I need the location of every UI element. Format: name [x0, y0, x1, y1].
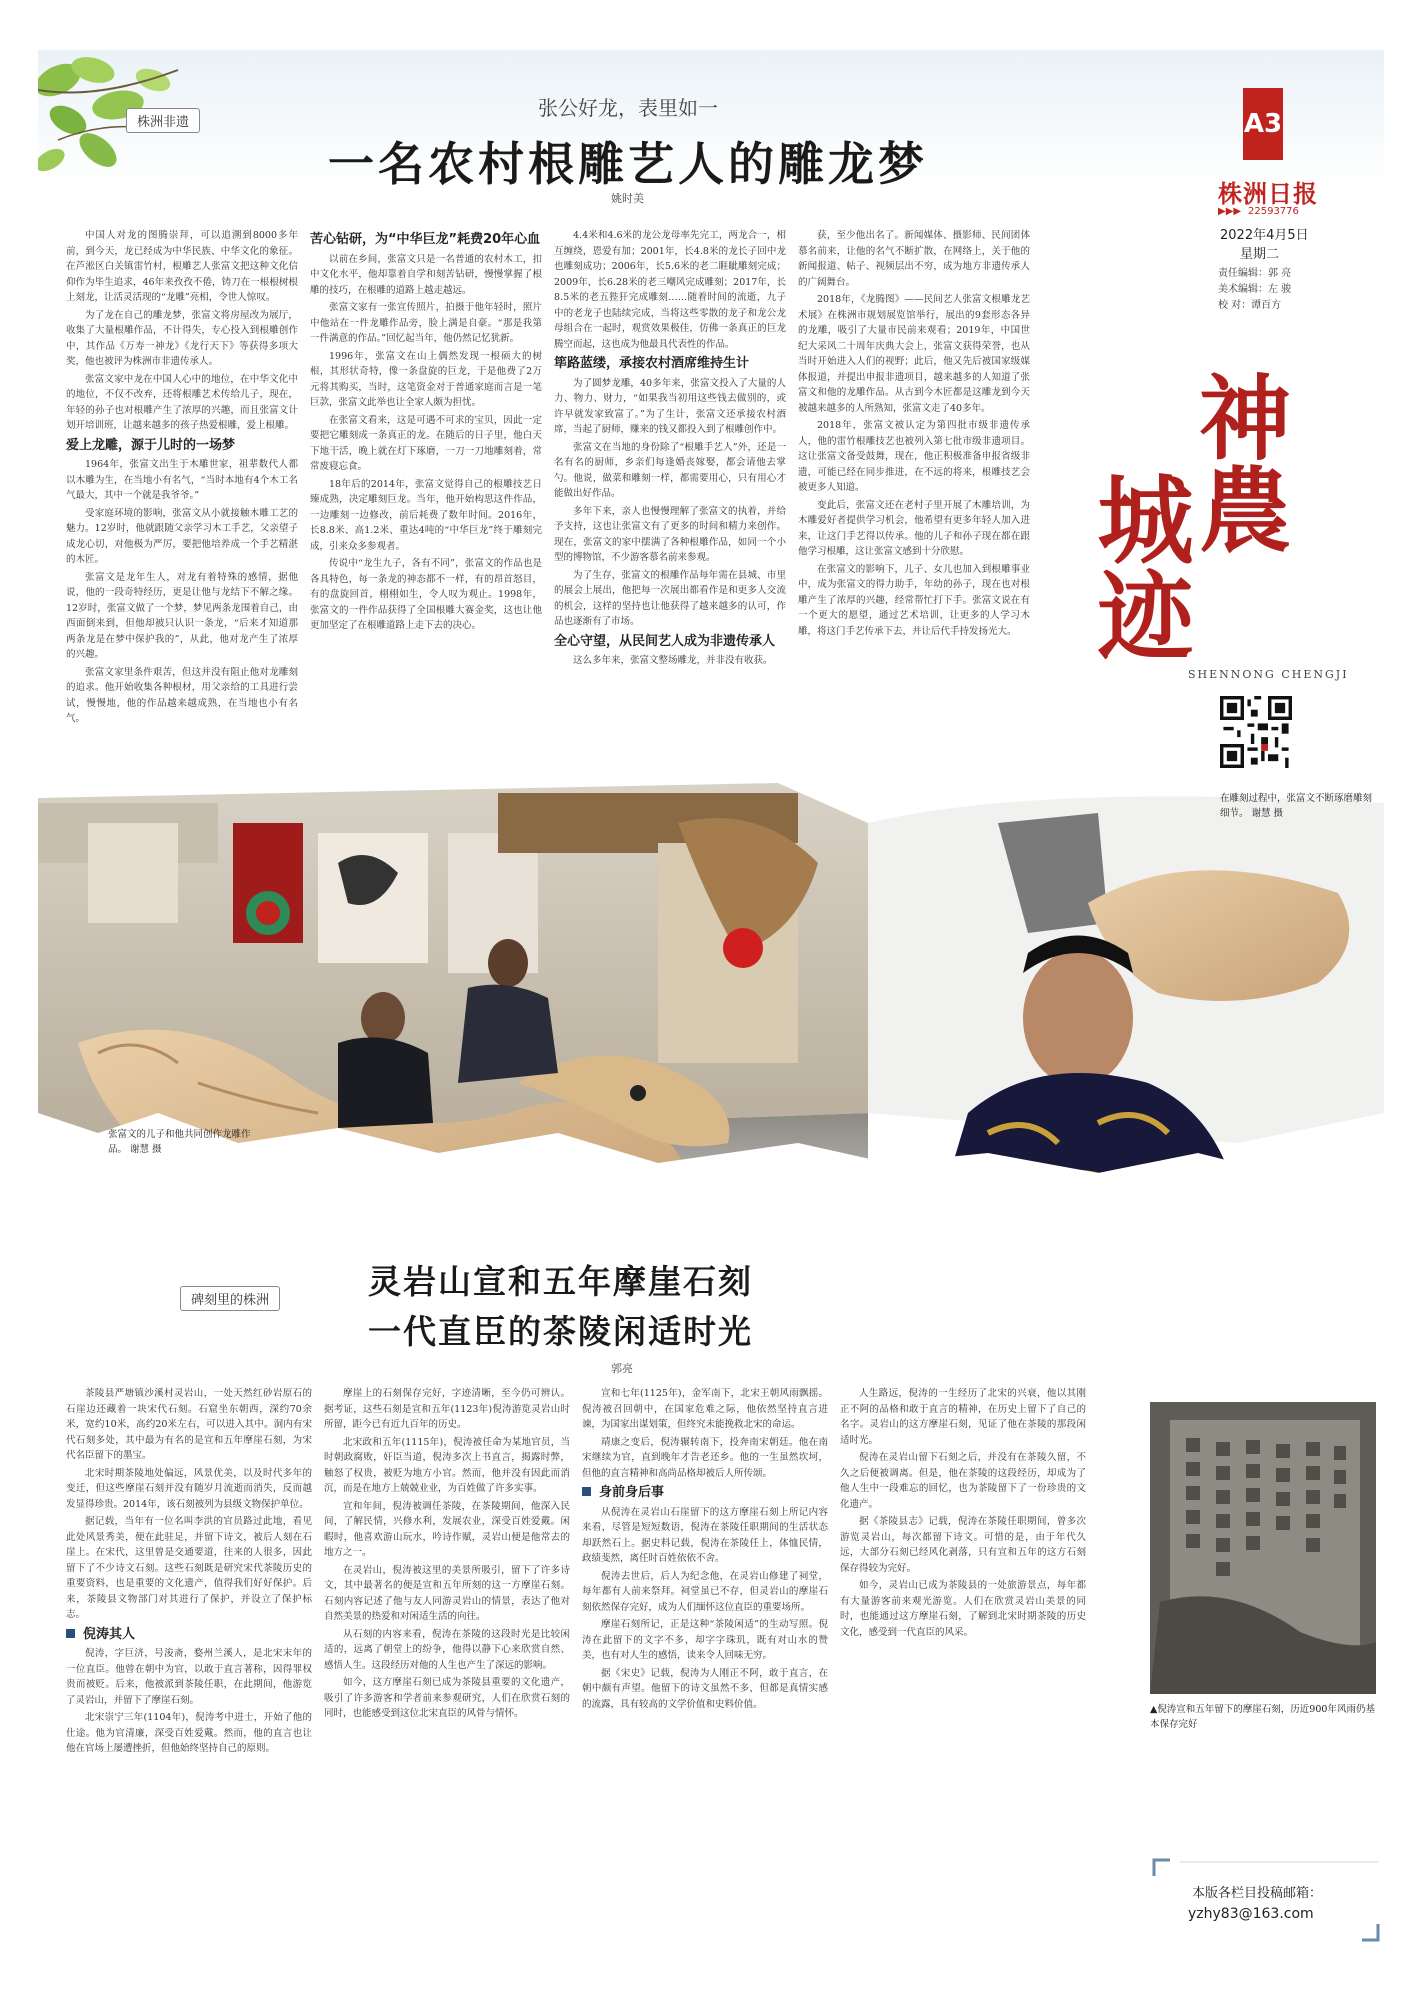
- paragraph: 靖康之变后，倪涛辗转南下，投奔南宋朝廷。他在南宋继续为官，直到晚年才告老还乡。他的一生虽然坎坷，但他的直言精神和高尚品格却被后人所传颂。: [582, 1436, 828, 1479]
- credit-proofreader: 校 对：谭百方: [1218, 300, 1282, 311]
- story2-subhead-2: [582, 1485, 828, 1501]
- paragraph: 茶陵县严塘镇沙溪村灵岩山，一处天然红砂岩原石的石崖边还藏着一块宋代石刻。石窟坐东朝西，深约70余米，宽约10米，高约20米左右，可以进入其中。洞内有宋代石刻多处，其中最为有名的是宣和五年摩崖石刻，为宋代名臣留下的墨宝。: [66, 1388, 312, 1461]
- paragraph: 从石刻的内容来看，倪涛在茶陵的这段时光是比较闲适的，远离了朝堂上的纷争，他得以静下心来欣赏自然、感悟人生。这段经历对他的人生也产生了深远的影响。: [324, 1628, 570, 1671]
- paragraph: 北宋崇宁三年(1104年)，倪涛考中进士，开始了他的仕途。他为官清廉，深受百姓爱戴。然而，他的直言也让他在官场上屡遭挫折，但他始终坚持自己的原则。: [66, 1712, 312, 1754]
- contribution-mailbox: [1150, 1856, 1382, 1944]
- story2-column-3: [582, 1386, 828, 1954]
- stele-caption: ▲倪涛宣和五年留下的摩崖石刻，历近900年风雨仍基本保存完好: [1150, 1704, 1375, 1730]
- paragraph: 北宋时期茶陵地处偏远，风景优美，以及时代多年的变迁，但这些摩崖石刻并没有随岁月流逝而消失，反而越发显得珍贵。2014年，该石刻被列为县级文物保护单位。: [66, 1467, 312, 1510]
- dragon-carving-image: [38, 783, 1384, 1278]
- paragraph: 1996年，张富文在山上偶然发现一根硕大的树根，其形状奇特，像一条盘旋的巨龙，于是他费了2万元将其购买，当时，这笔资金对于普通家庭而言是一笔巨款，张富文此举也让全家人颇为担忧。: [310, 350, 542, 408]
- paragraph: 倪涛在灵岩山留下石刻之后，并没有在茶陵久留，不久之后便被调离。但是，他在茶陵的这段经历，却成为了他人生中一段难忘的回忆，也为茶陵留下了一份珍贵的文化遗产。: [840, 1452, 1086, 1510]
- credit-editor: 责任编辑：郭 亮: [1218, 268, 1292, 279]
- paragraph: 北宋政和五年(1115年)，倪涛被任命为某地官员，当时朝政腐败，奸臣当道，倪涛多次上书直言，揭露时弊，触怒了权贵，被贬为地方小官。然而，他并没有因此而消沉，而是在地方上兢兢业业，为百姓做了许多实事。: [324, 1436, 570, 1494]
- story2-subhead-1: [66, 1627, 312, 1643]
- paragraph: 摩崖石刻所记，正是这种“茶陵闲适”的生动写照。倪涛在此留下的文字不多，却字字珠玑，既有对山水的赞美，也有对人生的感悟，读来令人回味无穷。: [582, 1619, 828, 1661]
- page-number: A3: [1243, 88, 1283, 160]
- story1-subhead-2: 苦心钻研，为“中华巨龙”耗费20年心血: [310, 232, 541, 247]
- paragraph: 从倪涛在灵岩山石崖留下的这方摩崖石刻上所记内容来看，尽管是短短数语，倪涛在茶陵任职期间的生活状态却跃然石上。据史料记载，倪涛在茶陵任上，体恤民情，政绩斐然，离任时百姓依依不舍。: [582, 1506, 828, 1564]
- paragraph: 4.4米和4.6米的龙公龙母率先完工，两龙合一，相互缠绕，恩爱有加；2001年，长4.8米的龙长子回中龙也雕刻成功；2006年，长5.6米的老二睚眦雕刻完成；2009年，长6.28米的老三嘲风完成雕刻；2017年，长8.5米的老五狴犴完成雕刻……随着时间的流逝，九子中的老龙子也陆续完成，当将这些零散的龙子和龙公龙母组合在一起时，观赏效果极佳，仿佛一条真正的巨龙腾空而起，这也成为他最具代表性的作品。: [554, 230, 786, 350]
- paragraph: 这么多年来，张富文整场雕龙，并非没有收获。: [573, 655, 773, 666]
- mailbox-email[interactable]: yzhy83@163.com: [1188, 1906, 1314, 1922]
- paragraph: 在张富文看来，这是可遇不可求的宝贝，因此一定要把它雕刻成一条真正的龙。在随后的日子里，他白天下地干活，晚上就在灯下琢磨，一刀一刀地雕刻着，常常废寝忘食。: [310, 414, 542, 472]
- credit-art-editor: 美术编辑：左 骏: [1218, 284, 1292, 295]
- paragraph: 宣和七年(1125年)，金军南下，北宋王朝风雨飘摇。倪涛被召回朝中，在国家危难之际，他依然坚持直言进谏，为国家出谋划策，但终究未能挽救北宋的命运。: [582, 1388, 828, 1430]
- section-title-shennong: 神農: [1184, 370, 1292, 554]
- editor-credits: [1218, 266, 1291, 314]
- paragraph: 据《宋史》记载，倪涛为人刚正不阿，敢于直言，在朝中颇有声望。他留下的诗文虽然不多，但都是真情实感的流露，具有较高的文学价值和史料价值。: [582, 1667, 828, 1710]
- paragraph: 1964年，张富文出生于木雕世家，祖辈数代人都以木雕为生，在当地小有名气，“当时本地有4个木工名气最大，其中一个就是我爷爷。”: [66, 459, 298, 501]
- paragraph: 中国人对龙的图腾崇拜，可以追溯到8000多年前，到今天，龙已经成为中华民族、中华文化的象征。在芦淞区白关镇雷竹村，根雕艺人张富文把这种文化信仰作为毕生追求，46年来孜孜不倦，铸刀在一根根树根上刻龙，让活灵活现的“龙雕”亮相，令世人惊叹。: [66, 230, 298, 303]
- story1-column-4: [798, 228, 1030, 776]
- square-bullet-icon: [66, 1629, 75, 1638]
- paragraph: 变此后，张富文还在老村子里开展了木雕培训，为木雕爱好者提供学习机会，他希望有更多年轻人加入进来，让这门手艺得以传承。他的儿子和孙子现在都在跟他学习根雕，这让张富文感到十分欣慰。: [798, 499, 1030, 557]
- paragraph: 在张富文的影响下，儿子、女儿也加入到根雕事业中，成为张富文的得力助手，年幼的孙子，现在也对根雕产生了浓厚的兴趣，经常帮忙打下手。张富文说在有一个更大的愿望，通过艺术培训，让更多的人学习木雕，将这门手艺传承下去，并让后代手持发扬光大。: [798, 563, 1030, 637]
- paragraph: 2018年，《龙腾图》——民间艺人张富文根雕龙艺术展》在株洲市规划展览馆举行，展出的9套形态各异的龙雕，吸引了大量市民前来观看；2019年，中国世纪大采风二十周年庆典大会上，张富文获得荣誉，也从当时开始进入人们的视野；此后，他又先后被国家级媒体报道，并提出申报非遗项目，越来越多的人知道了张富文和他的龙雕作品。从古到今木匠都是这雕龙到今天被越来越多的人所熟知，张富文走了40多年。: [798, 294, 1030, 414]
- paragraph: 据记载，当年有一位名叫李洪的官员路过此地，看见此处风景秀美，便在此驻足，并留下诗文，被后人刻在石崖上。在宋代，这里曾是交通要道，往来的人很多，因此留下了不少诗文石刻。这些石刻既是研究宋代茶陵历史的重要资料，也是重要的文化遗产，值得我们好好保护。后来，茶陵县文物部门对其进行了保护，并设立了保护标志。: [66, 1516, 312, 1620]
- paragraph: 为了生存，张富文的根雕作品每年需在县城、市里的展会上展出，他把每一次展出都看作是和更多人交流的机会，这样的坚持也让他获得了越来越多的认可，作品也逐渐有了市场。: [554, 569, 786, 627]
- stone-inscription-image: [1150, 1402, 1376, 1694]
- paragraph: 张富文家中龙在中国人心中的地位，在中华文化中的地位，不仅不改弃，还将根雕艺术传给儿子，现在，年轻的孙子也对根雕产生了浓厚的兴趣，而且张富文计划开培训班，让越来越多的孩子热爱根雕，爱上根雕。: [66, 373, 298, 431]
- paragraph: 宣和年间，倪涛被调任茶陵，在茶陵期间，他深入民间，了解民情，兴修水利，发展农业，深受百姓爱戴。闲暇时，他喜欢游山玩水，吟诗作赋，灵岩山便是他常去的地方之一。: [324, 1500, 570, 1558]
- story2-headline-line2: 一代直臣的茶陵闲适时光: [368, 1312, 753, 1351]
- section-title-chengji: 城迹: [1082, 470, 1195, 662]
- woodcarving-photo: [38, 783, 1384, 1278]
- story2-subhead-2-label: 身前身后事: [599, 1485, 665, 1500]
- mailbox-label: 本版各栏目投稿邮箱：: [1192, 1886, 1323, 1901]
- arrow-marks-icon: ▶▶▶: [1218, 206, 1242, 217]
- header-band: [38, 50, 1384, 210]
- column-tag-zhuzhou-feiyi: 株洲非遗: [126, 108, 200, 133]
- paragraph: 张富文在当地的身份除了“根雕手艺人”外，还是一名有名的厨师，乡亲们每逢婚丧嫁娶，都会请他去掌勺。他说，做菜和雕刻一样，都需要用心，只有用心才能做出好作品。: [554, 441, 786, 499]
- phone-number: 22593776: [1248, 206, 1299, 217]
- paragraph: 受家庭环境的影响，张富文从小就接触木雕工艺的魅力。12岁时，他就跟随父亲学习木工手艺，父亲望子成龙心切，对他极为严厉，要把他培养成一个手艺精湛的木匠。: [66, 507, 298, 565]
- story1-subhead-1: 爱上龙雕，源于儿时的一场梦: [66, 437, 236, 453]
- story2-subhead-1-label: 倪涛其人: [83, 1626, 136, 1642]
- qr-code-icon: [1220, 696, 1292, 768]
- story2-byline: 郭亮: [611, 1362, 633, 1375]
- paper-name-logo: 株洲日报: [1218, 179, 1318, 208]
- paragraph: 摩崖上的石刻保存完好，字迹清晰，至今仍可辨认。据考证，这些石刻是宣和五年(1123年)倪涛游览灵岩山时所留，距今已有近九百年的历史。: [324, 1388, 570, 1430]
- square-bullet-icon: [582, 1487, 591, 1496]
- paragraph: 2018年，张富文被认定为第四批市级非遗传承人，他的雷竹根雕技艺也被列入第七批市级非遗项目。这让张富文备受鼓舞，现在，他正积极准备申报省级非遗，可能已经在同步推进，在不远的将来，根雕技艺会被更多人知道。: [798, 420, 1030, 493]
- photo-caption-right: 在雕刻过程中，张富文不断琢磨雕刻细节。 谢慧 摄: [1220, 793, 1373, 819]
- story1-subhead-4: 全心守望，从民间艺人成为非遗传承人: [554, 633, 776, 649]
- issue-date: 2022年4月5日: [1220, 228, 1309, 243]
- paragraph: 以前在乡间，张富文只是一名普通的农村木工，扣中文化水平，他却靠着自学和刻苦钻研，慢慢掌握了根雕的技巧，在根雕的道路上越走越远。: [310, 253, 542, 296]
- paragraph: 倪涛去世后，后人为纪念他，在灵岩山修建了祠堂，每年都有人前来祭拜。祠堂虽已不存，但灵岩山的摩崖石刻依然保存完好，成为人们缅怀这位直臣的重要场所。: [582, 1570, 828, 1613]
- paragraph: 张富文是龙年生人，对龙有着特殊的感情，据他说，他的一段奇特经历，更是让他与龙结下不解之缘。12岁时，张富文做了一个梦，梦见两条龙围着自己，由西面倒来到，但他却被只认识一条龙，“后来才知道那两条龙是在梦中保护我的”，从此，他对龙产生了浓厚的兴趣。: [66, 571, 298, 660]
- story1-column-2: [310, 228, 542, 776]
- photo-caption-left: 张富文的儿子和他共同创作龙雕作品。 谢慧 摄: [108, 1129, 251, 1155]
- column-tag-beike: 碑刻里的株洲: [180, 1286, 280, 1311]
- section-pinyin: SHENNONG CHENGJI: [1188, 668, 1349, 681]
- paragraph: 人生路远，倪涛的一生经历了北宋的兴衰，他以其刚正不阿的品格和敢于直言的精神，在历史上留下了自己的名字。灵岩山的这方摩崖石刻，见证了他在茶陵的那段闲适时光。: [840, 1388, 1086, 1446]
- paragraph: 据《茶陵县志》记载，倪涛在茶陵任职期间，曾多次游览灵岩山，每次都留下诗文。可惜的是，由于年代久远，大部分石刻已经风化剥落，只有宣和五年的这方石刻保存得较为完好。: [840, 1516, 1086, 1574]
- issue-weekday: 星期二: [1240, 247, 1280, 262]
- story1-headline: 一名农村根雕艺人的雕龙梦: [328, 137, 928, 191]
- story2-column-1: [66, 1386, 312, 1954]
- story2-headline-line1: 灵岩山宣和五年摩崖石刻: [368, 1262, 753, 1301]
- paragraph: 在灵岩山，倪涛被这里的美景所吸引，留下了许多诗文，其中最著名的便是宣和五年所刻的这一方摩崖石刻。石刻内容记述了他与友人同游灵岩山的情景，表达了他对自然美景的热爱和对闲适生活的向往。: [324, 1564, 570, 1622]
- paragraph: 传说中“龙生九子，各有不同”，张富文的作品也是各具特色，每一条龙的神态都不一样，有的昂首怒目，有的盘旋回首，栩栩如生，令人叹为观止。1998年，张富文的一件作品获得了全国根雕大赛金奖，这也让他更加坚定了在根雕道路上走下去的决心。: [310, 558, 542, 631]
- newspaper-page: [38, 50, 1384, 1960]
- paragraph: 张富文家有一张宣传照片，拍摄于他年轻时，照片中他站在一件龙雕作品旁，脸上满是自豪。“那是我第一件满意的作品。”回忆起当年，他仍然记忆犹新。: [310, 302, 542, 344]
- story1-column-3: [554, 228, 786, 776]
- story2-column-2: [324, 1386, 570, 1954]
- paragraph: 倪涛，字巨济，号浚斋，婺州兰溪人，是北宋末年的一位直臣。他曾在朝中为官，以敢于直言著称，因得罪权贵而被贬。后来，他被派到茶陵任职，在此期间，他游览了灵岩山，并留下了摩崖石刻。: [66, 1648, 312, 1706]
- paragraph: 18年后的2014年，张富文觉得自己的根雕技艺日臻成熟，决定雕刻巨龙。当年，他开始构思这件作品，一边雕刻一边修改，前后耗费了数年时间。2016年，长8.8米、高1.2米、重达4吨的“中华巨龙”终于雕刻完成，引来众多参观者。: [310, 478, 542, 552]
- paragraph: 如今，灵岩山已成为茶陵县的一处旅游景点，每年都有大量游客前来观光游览。人们在欣赏灵岩山美景的同时，也能通过这方摩崖石刻，了解到北宋时期茶陵的历史文化，感受到一代直臣的风采。: [840, 1580, 1086, 1638]
- story1-kicker: 张公好龙，表里如一: [538, 96, 718, 120]
- paragraph: 多年下来，亲人也慢慢理解了张富文的执着，并给予支持，这也让张富文有了更多的时间和精力来创作。现在，张富文的家中摆满了各种根雕作品，如同一个小型的博物馆，不少游客慕名前来参观。: [554, 505, 786, 563]
- paragraph: 张富文家里条件艰苦，但这并没有阻止他对龙雕刻的追求。他开始收集各种根材，用父亲给的工具进行尝试，慢慢地，他的作品越来越成熟，在当地也小有名气。: [66, 666, 298, 724]
- paragraph: 为了龙在自己的雕龙梦，张富文将房屋改为展厅，收集了大量根雕作品，不计得失，专心投入到根雕创作中，其作品《万寿一神龙》《龙行天下》等获得多项大奖，他也被评为株洲市非遗传承人。: [66, 309, 298, 367]
- stone-inscription-photo: [1150, 1402, 1376, 1694]
- story2-column-4: [840, 1386, 1086, 1954]
- paragraph: 如今，这方摩崖石刻已成为茶陵县重要的文化遗产，吸引了许多游客和学者前来参观研究，人们在欣赏石刻的同时，也能感受到这位北宋直臣的风骨与情怀。: [324, 1677, 570, 1719]
- story1-byline: 姚时美: [611, 192, 644, 205]
- paragraph: 获，至少他出名了。新闻媒体、摄影师、民间团体慕名前来，让他的名气不断扩散，在网络上，关于他的新闻报道、帖子、视频层出不穷，成为地方非遗传承人的广阔舞台。: [798, 230, 1030, 288]
- story1-column-1: [66, 228, 298, 776]
- paragraph: 为了圆梦龙雕，40多年来，张富文投入了大量的人力、物力、财力，“如果我当初用这些钱去做别的，或许早就发家致富了。”为了生计，张富文还承接农村酒席，当起了厨师，赚来的钱又都投入到了根雕创作中。: [554, 377, 786, 435]
- story1-subhead-3: 筚路蓝缕，承接农村酒席维持生计: [554, 356, 750, 371]
